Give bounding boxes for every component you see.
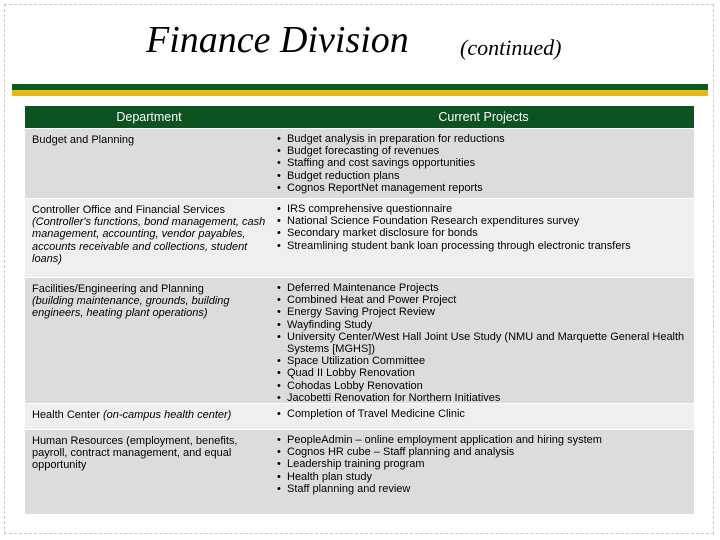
project-item: • IRS comprehensive questionnaire [277,203,690,215]
department-cell [25,278,273,403]
projects-list [277,434,690,495]
department-cell [25,199,273,277]
projects-list [277,203,690,252]
project-item: • Cohodas Lobby Renovation [277,380,690,392]
table-row [25,128,694,198]
project-item: • Budget forecasting of revenues [277,145,690,157]
project-item: • Wayfinding Study [277,319,690,331]
table-row [25,429,694,514]
header-current-projects: Current Projects [438,110,529,124]
department-description: (on-campus health center) [102,409,232,421]
project-item: • Jacobetti Renovation for Northern Initiatives [277,392,690,404]
project-item: • University Center/West Hall Joint Use Study (NMU and Marquette General Health Systems [MGHS]) [277,331,690,355]
department-name: Facilities/Engineering and Planning [32,283,204,295]
project-item: • Secondary market disclosure for bonds [277,227,690,239]
department-description: (Controller's functions, bond management, cash management, accounting, vendor payables, accounts receivable and collections, student loans) [32,216,266,265]
gold-divider-bar [12,90,708,96]
table-row [25,403,694,429]
project-item: • Budget analysis in preparation for reductions [277,133,690,145]
projects-cell [273,199,694,277]
department-description: (employment, benefits, payroll, contract management, and equal opportunity [32,435,238,472]
project-item: • Staffing and cost savings opportunities [277,157,690,169]
department-cell [25,129,273,198]
department-name: Controller Office and Financial Services [32,204,225,216]
title-main: Finance Division [146,19,409,61]
project-item: • Completion of Travel Medicine Clinic [277,408,690,420]
projects-list [277,282,690,404]
projects-list [277,408,690,420]
project-item: • Streamlining student bank loan processing through electronic transfers [277,240,690,252]
project-item: • PeopleAdmin – online employment application and hiring system [277,434,690,446]
title-subtitle: (continued) [460,35,562,60]
department-cell [25,430,273,514]
project-item: • Deferred Maintenance Projects [277,282,690,294]
table-header [25,106,694,128]
project-item: • Space Utilization Committee [277,355,690,367]
project-item: • Energy Saving Project Review [277,306,690,318]
projects-cell [273,404,694,429]
table-row [25,198,694,277]
projects-list [277,133,690,194]
project-item: • Leadership training program [277,458,690,470]
department-description: (building maintenance, grounds, building engineers, heating plant operations) [32,295,230,320]
projects-table [25,106,694,514]
projects-cell [273,430,694,514]
department-cell [25,404,273,429]
header-department: Department [116,110,182,124]
table-row [25,277,694,403]
project-item: • Budget reduction plans [277,170,690,182]
project-item: • Combined Heat and Power Project [277,294,690,306]
project-item: • Staff planning and review [277,483,690,495]
projects-cell [273,278,694,403]
department-name: Budget and Planning [32,134,135,146]
department-name: Health Center [32,409,100,421]
project-item: • Cognos HR cube – Staff planning and analysis [277,446,690,458]
project-item: • Cognos ReportNet management reports [277,182,690,194]
slide-title [0,18,720,68]
department-name: Human Resources [32,435,124,447]
project-item: • Quad II Lobby Renovation [277,367,690,379]
project-item: • Health plan study [277,471,690,483]
projects-cell [273,129,694,198]
project-item: • National Science Foundation Research expenditures survey [277,215,690,227]
